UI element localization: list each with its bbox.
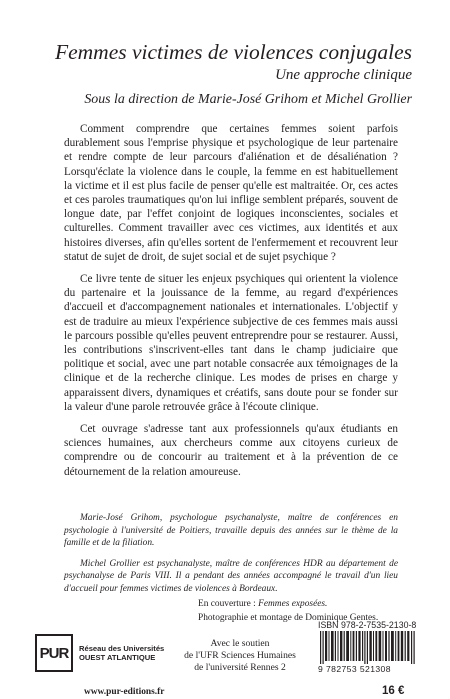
book-title: Femmes victimes de violences conjugales [54,40,412,64]
isbn-number: ISBN 978-2-7535-2130-8 [318,620,417,630]
blurb-paragraph: Cet ouvrage s'adresse tant aux professionnels qu'aux étudiants en sciences humaines, aux chercheurs comme aux citoyens curieux de comprendre ou de concourir au traitement et à la prévention de ce détournement de la relation amoureuse. [64,423,398,478]
bio-paragraph: Marie-José Grihom, psychologue psychanalyste, maître de conférences en psychologie à l'université de Poitiers, travaille depuis des années sur le thème de la famille et de la filiation. [64,513,398,549]
barcode-digits: 9 782753 521308 [318,664,391,674]
publisher-line-2: OUEST ATLANTIQUE [79,653,156,662]
publisher-website: www.pur-editions.fr [84,687,165,697]
publisher-network [79,644,164,662]
support-line-3: de l'université Rennes 2 [194,662,286,673]
cover-credit-title: Femmes exposées. [258,599,328,609]
author-bios [64,512,398,604]
price-label: 16 € [382,685,405,697]
support-line-2: de l'UFR Sciences Humaines [184,650,296,661]
book-subtitle: Une approche clinique [275,67,412,83]
cover-credit-prefix: En couverture : [198,599,259,609]
support-line-1: Avec le soutien [210,638,270,649]
bio-paragraph: Michel Grollier est psychanalyste, maître de conférences HDR au département de psychanalyse de Paris VIII. Il a pendant des années accompagné le travail d'un lieu d'accueil pour femmes victimes de violences à Bordeaux. [64,558,398,594]
back-cover-blurb [64,122,398,487]
pur-logo-icon: PUR [35,634,73,672]
editors-line: Sous la direction de Marie-José Grihom et Michel Grollier [84,92,412,107]
photo-credit: Photographie et montage de Dominique Gentes. [198,612,379,623]
blurb-paragraph: Comment comprendre que certaines femmes soient parfois durablement sous l'emprise physique et psychologique de leur partenaire et rendre compte de leur parcours d'aliénation et de désaliénation ? Lorsqu'éclate la violence dans le couple, la femme en est habituellement la victime et il est plus facile de penser qu'elle est maltraitée. Or, ces actes et ces paroles traumatiques qu'on lui inflige semblent préparés, souvent de longue date, par l'effet conjoint de logiques inconscientes, sociales et culturelles. Comment travailler avec ces victimes, aux identités et aux histoires diverses, afin qu'elles sortent de l'enfermement et recouvrent leur statut de sujet de droit, de sujet social et de sujet psychique ? [64,123,398,263]
blurb-paragraph: Ce livre tente de situer les enjeux psychiques qui orientent la violence du partenaire et la jouissance de la femme, au regard d'expériences d'accueil et d'accompagnement nationales et internationales. L'objectif y est de traduire au mieux l'expérience subjective de ces femmes mais aussi le parcours possible qu'elles peuvent entreprendre pour se restaurer. Aussi, les contributions s'inscrivent-elles tant dans le champ judiciaire que politique et social, avec une part notable consacrée aux témoignages de la clinique et de la recherche clinique. Les modes de prises en charge y apparaissent divers, dynamiques et créatifs, sans doute pour se fonder sur la valeur d'une parole retrouvée grâce à l'écoute clinique. [64,273,398,413]
publisher-logo [35,634,164,672]
publisher-line-1: Réseau des Universités [79,644,165,653]
support-notice [170,638,310,674]
barcode-icon [318,631,418,664]
